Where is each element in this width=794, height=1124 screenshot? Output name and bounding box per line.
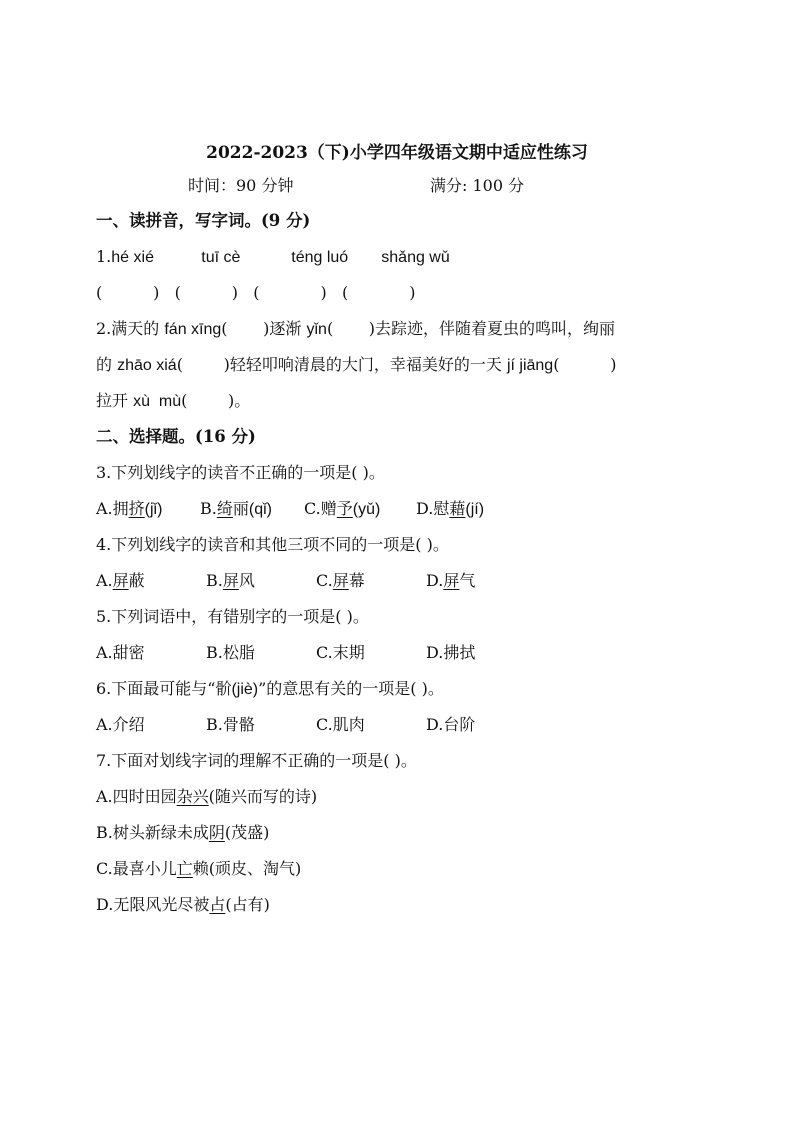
question-4-stem: 4.下列划线字的读音和其他三项不同的一项是( )。 [96, 535, 449, 554]
option-d[interactable]: D.拂拭 [426, 643, 476, 662]
question-6-stem: 6.下面最可能与“骱(jiè)”的意思有关的一项是( )。 [96, 679, 444, 698]
pinyin-item: tuī cè [201, 249, 241, 266]
time-info: 时间：90 分钟 [188, 176, 294, 195]
option-c[interactable]: C.赠予(yǔ) [304, 499, 381, 518]
question-7-option-d[interactable]: D.无限风光尽被占(占有) [96, 895, 270, 914]
question-2-line-3 [96, 390, 250, 413]
question-2-line-2 [96, 354, 617, 377]
pinyin-inline: fán xīng [164, 321, 222, 338]
question-5-stem: 5.下列词语中，有错别字的一项是( )。 [96, 607, 369, 626]
text-segment: ( )逐渐 [221, 319, 307, 338]
section-heading-1: 一、读拼音，写字词。(9 分) [96, 211, 311, 230]
score-info: 满分: 100 分 [430, 176, 525, 195]
pinyin-inline: xù mù [133, 393, 182, 410]
option-a[interactable]: A.甜密 [96, 643, 145, 662]
option-b[interactable]: B.绮丽(qǐ) [200, 499, 272, 518]
text-segment: ( ) [553, 355, 617, 374]
text-segment: ( )轻轻叩响清晨的大门，幸福美好的一天 [176, 355, 507, 374]
text-segment: 2.满天的 [96, 319, 165, 338]
question-7-option-c[interactable]: C.最喜小儿亡赖(顽皮、淘气) [96, 859, 302, 878]
answer-blank[interactable]: ( ) [96, 283, 160, 302]
answer-blank[interactable]: ( ) [253, 283, 327, 302]
section-heading-2: 二、选择题。(16 分) [96, 427, 256, 446]
page-title: 2022-2023（下)小学四年级语文期中适应性练习 [206, 143, 588, 163]
option-d[interactable]: D.台阶 [426, 715, 476, 734]
pinyin-inline: zhāo xiá [117, 357, 177, 374]
question-7-stem: 7.下面对划线字词的理解不正确的一项是( )。 [96, 751, 417, 770]
question-7-option-b[interactable]: B.树头新绿未成阴(茂盛) [96, 823, 270, 842]
option-b[interactable]: B.屏风 [206, 571, 255, 590]
pinyin-inline: yǐn [306, 321, 327, 338]
option-b[interactable]: B.松脂 [206, 643, 255, 662]
text-segment: 拉开 [96, 391, 134, 410]
question-7-option-a[interactable]: A.四时田园杂兴(随兴而写的诗) [96, 787, 318, 806]
question-3-stem: 3.下列划线字的读音不正确的一项是( )。 [96, 463, 385, 482]
question-3-options [96, 498, 484, 521]
option-a[interactable]: A.拥挤(jǐ) [96, 499, 163, 518]
pinyin-item: téng luó [291, 249, 349, 266]
question-5-options [96, 642, 475, 664]
option-c[interactable]: C.屏幕 [316, 571, 365, 590]
text-segment: 的 [96, 355, 118, 374]
answer-blank[interactable]: ( ) [342, 283, 416, 302]
question-number: 1. [96, 247, 112, 266]
option-b[interactable]: B.骨骼 [206, 715, 255, 734]
answer-blank[interactable]: ( ) [174, 283, 238, 302]
text-segment: ( )。 [181, 391, 251, 410]
question-4-options [96, 570, 475, 592]
option-a[interactable]: A.介绍 [96, 715, 145, 734]
option-d[interactable]: D.慰藉(jí) [416, 499, 485, 518]
pinyin-item: shǎng wǔ [381, 249, 450, 266]
pinyin-inline: jí jiāng [506, 357, 554, 374]
option-c[interactable]: C.肌肉 [316, 715, 365, 734]
question-1-blank-row [96, 282, 416, 304]
option-a[interactable]: A.屏蔽 [96, 571, 145, 590]
option-c[interactable]: C.末期 [316, 643, 365, 662]
text-segment: ( )去踪迹，伴随着夏虫的鸣叫，绚丽 [326, 319, 616, 338]
question-2-line-1 [96, 318, 615, 341]
question-6-options [96, 714, 475, 736]
option-d[interactable]: D.屏气 [426, 571, 476, 590]
pinyin-item: hé xié [111, 249, 154, 266]
question-1-pinyin-row [96, 246, 450, 269]
